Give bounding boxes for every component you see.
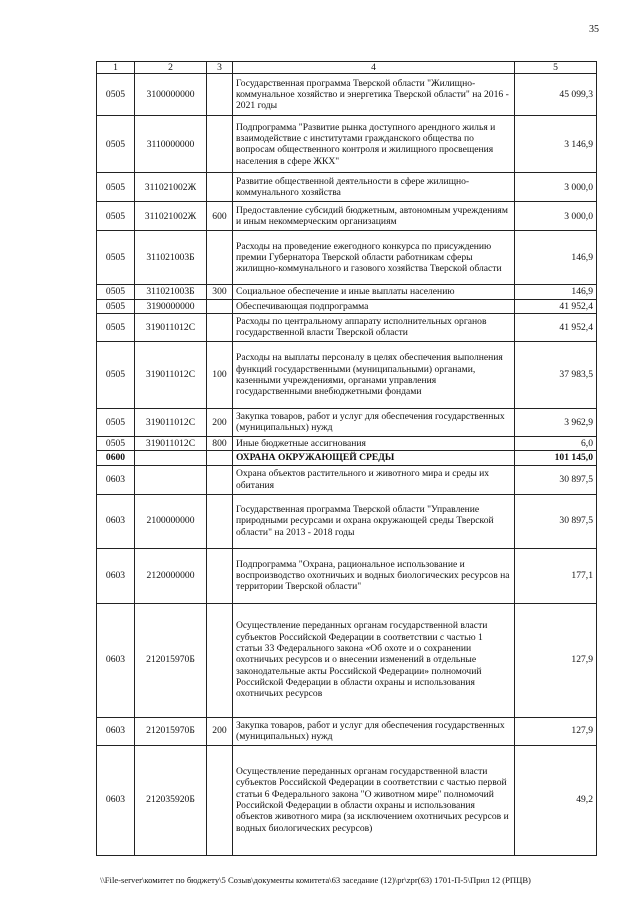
cell-c5: 3 146,9 [515,116,597,173]
table-row [97,341,597,408]
cell-c2: 319011012С [135,436,207,450]
cell-c4: Государственная программа Тверской области "Управление природными ресурсами и охрана окружающей среды Тверской области" на 2013 - 2018 годы [233,494,515,548]
cell-c1: 0505 [97,173,135,202]
cell-c5: 3 962,9 [515,408,597,436]
cell-c3 [207,603,233,717]
cell-c3 [207,494,233,548]
cell-c3 [207,313,233,341]
cell-c2: 311021003Б [135,231,207,285]
cell-c5: 127,9 [515,603,597,717]
cell-c3 [207,451,233,465]
cell-c5: 146,9 [515,285,597,299]
cell-c2: 319011012С [135,341,207,408]
cell-c3: 100 [207,341,233,408]
cell-c5: 49,2 [515,745,597,855]
cell-c4: Закупка товаров, работ и услуг для обеспечения государственных (муниципальных) нужд [233,408,515,436]
cell-c5: 177,1 [515,548,597,603]
cell-c1: 0505 [97,285,135,299]
table-row [97,173,597,202]
cell-c4: Закупка товаров, работ и услуг для обеспечения государственных (муниципальных) нужд [233,717,515,745]
table-row [97,202,597,231]
cell-c2 [135,465,207,494]
cell-c1: 0505 [97,116,135,173]
cell-c3: 300 [207,285,233,299]
header-col-2: 2 [135,62,207,74]
table-row [97,494,597,548]
table-row [97,603,597,717]
cell-c4: Осуществление переданных органам государственной власти субъектов Российской Федерации в соответствии с частью первой статьи 6 Федерального закона "О животном мире" полномочий Российской Федерации в области охраны и использования объектов животного мира (за исключением охотничьих ресурсов и водных биологических ресурсов) [233,745,515,855]
table-row [97,548,597,603]
cell-c5: 41 952,4 [515,299,597,313]
cell-c3: 200 [207,408,233,436]
header-col-3: 3 [207,62,233,74]
cell-c2: 311021002Ж [135,173,207,202]
cell-c4: Иные бюджетные ассигнования [233,436,515,450]
cell-c2: 212015970Б [135,603,207,717]
cell-c4: Предоставление субсидий бюджетным, автономным учреждениям и иным некоммерческим организациям [233,202,515,231]
page-number: 35 [589,24,599,35]
cell-c4: Охрана объектов растительного и животного мира и среды их обитания [233,465,515,494]
cell-c5: 146,9 [515,231,597,285]
table-row [97,717,597,745]
cell-c3 [207,173,233,202]
cell-c3 [207,299,233,313]
cell-c1: 0505 [97,341,135,408]
cell-c4: Подпрограмма "Развитие рынка доступного арендного жилья и взаимодействие с институтами гражданского общества по вопросам общественного контроля и жилищного просвещения населения в сфере ЖКХ" [233,116,515,173]
cell-c1: 0505 [97,313,135,341]
cell-c3: 800 [207,436,233,450]
table-row [97,745,597,855]
cell-c2: 212015970Б [135,717,207,745]
cell-c4: Расходы на выплаты персоналу в целях обеспечения выполнения функций государственными (муниципальными) органами, казенными учреждениями, органами управления государственными внебюджетными фондами [233,341,515,408]
cell-c1: 0505 [97,299,135,313]
cell-c3 [207,116,233,173]
cell-c5: 37 983,5 [515,341,597,408]
table-row [97,299,597,313]
cell-c4: Расходы по центральному аппарату исполнительных органов государственной власти Тверской области [233,313,515,341]
cell-c2: 311021002Ж [135,202,207,231]
cell-c1: 0603 [97,603,135,717]
cell-c1: 0505 [97,408,135,436]
cell-c1: 0505 [97,231,135,285]
cell-c3 [207,74,233,116]
header-col-1: 1 [97,62,135,74]
cell-c1: 0603 [97,494,135,548]
cell-c5: 30 897,5 [515,465,597,494]
cell-c5: 3 000,0 [515,173,597,202]
table-row [97,408,597,436]
cell-c4: Осуществление переданных органам государственной власти субъектов Российской Федерации в соответствии с частью 1 статьи 33 Федерального закона «Об охоте и о сохранении охотничьих ресурсов и о внесении изменений в отдельные законодательные акты Российской Федерации» полномочий Российской Федерации в области охраны и использования охотничьих ресурсов [233,603,515,717]
cell-c5: 45 099,3 [515,74,597,116]
cell-c4: Развитие общественной деятельности в сфере жилищно-коммунального хозяйства [233,173,515,202]
cell-c2: 3190000000 [135,299,207,313]
cell-c4: Расходы на проведение ежегодного конкурса по присуждению премии Губернатора Тверской области работникам сферы жилищно-коммунального и газового хозяйства Тверской области [233,231,515,285]
cell-c5: 41 952,4 [515,313,597,341]
table-row [97,451,597,465]
cell-c1: 0603 [97,717,135,745]
cell-c2: 212035920Б [135,745,207,855]
table-row [97,231,597,285]
cell-c5: 127,9 [515,717,597,745]
table-row [97,116,597,173]
table-row [97,313,597,341]
cell-c2: 311021003Б [135,285,207,299]
footer-file-path: \\File-server\комитет по бюджету\5 Созыв\документы комитета\63 заседание (12)\pr\zpr(63) 1701-П-5\Прил 12 (РПЦВ) [100,875,531,885]
cell-c5: 3 000,0 [515,202,597,231]
table-row [97,74,597,116]
cell-c4: Государственная программа Тверской области "Жилищно-коммунальное хозяйство и энергетика Тверской области" на 2016 - 2021 годы [233,74,515,116]
table-row [97,285,597,299]
cell-c1: 0603 [97,745,135,855]
cell-c1: 0600 [97,451,135,465]
cell-c4: Подпрограмма "Охрана, рациональное использование и воспроизводство охотничьих и водных биологических ресурсов на территории Тверской области" [233,548,515,603]
cell-c5: 6,0 [515,436,597,450]
cell-c2: 3110000000 [135,116,207,173]
cell-c5: 30 897,5 [515,494,597,548]
cell-c2: 2100000000 [135,494,207,548]
cell-c4: ОХРАНА ОКРУЖАЮЩЕЙ СРЕДЫ [233,451,515,465]
cell-c4: Социальное обеспечение и иные выплаты населению [233,285,515,299]
cell-c5: 101 145,0 [515,451,597,465]
header-col-4: 4 [233,62,515,74]
cell-c3 [207,465,233,494]
cell-c3 [207,745,233,855]
table-row [97,465,597,494]
cell-c1: 0505 [97,436,135,450]
cell-c3 [207,548,233,603]
cell-c2: 2120000000 [135,548,207,603]
header-col-5: 5 [515,62,597,74]
cell-c3: 200 [207,717,233,745]
table-header-row [97,62,597,74]
cell-c1: 0505 [97,202,135,231]
cell-c1: 0505 [97,74,135,116]
cell-c2: 319011012С [135,408,207,436]
cell-c1: 0603 [97,548,135,603]
cell-c2: 319011012С [135,313,207,341]
cell-c4: Обеспечивающая подпрограмма [233,299,515,313]
cell-c2: 3100000000 [135,74,207,116]
cell-c1: 0603 [97,465,135,494]
cell-c3: 600 [207,202,233,231]
cell-c2 [135,451,207,465]
table-row [97,436,597,450]
budget-table [96,61,597,856]
cell-c3 [207,231,233,285]
